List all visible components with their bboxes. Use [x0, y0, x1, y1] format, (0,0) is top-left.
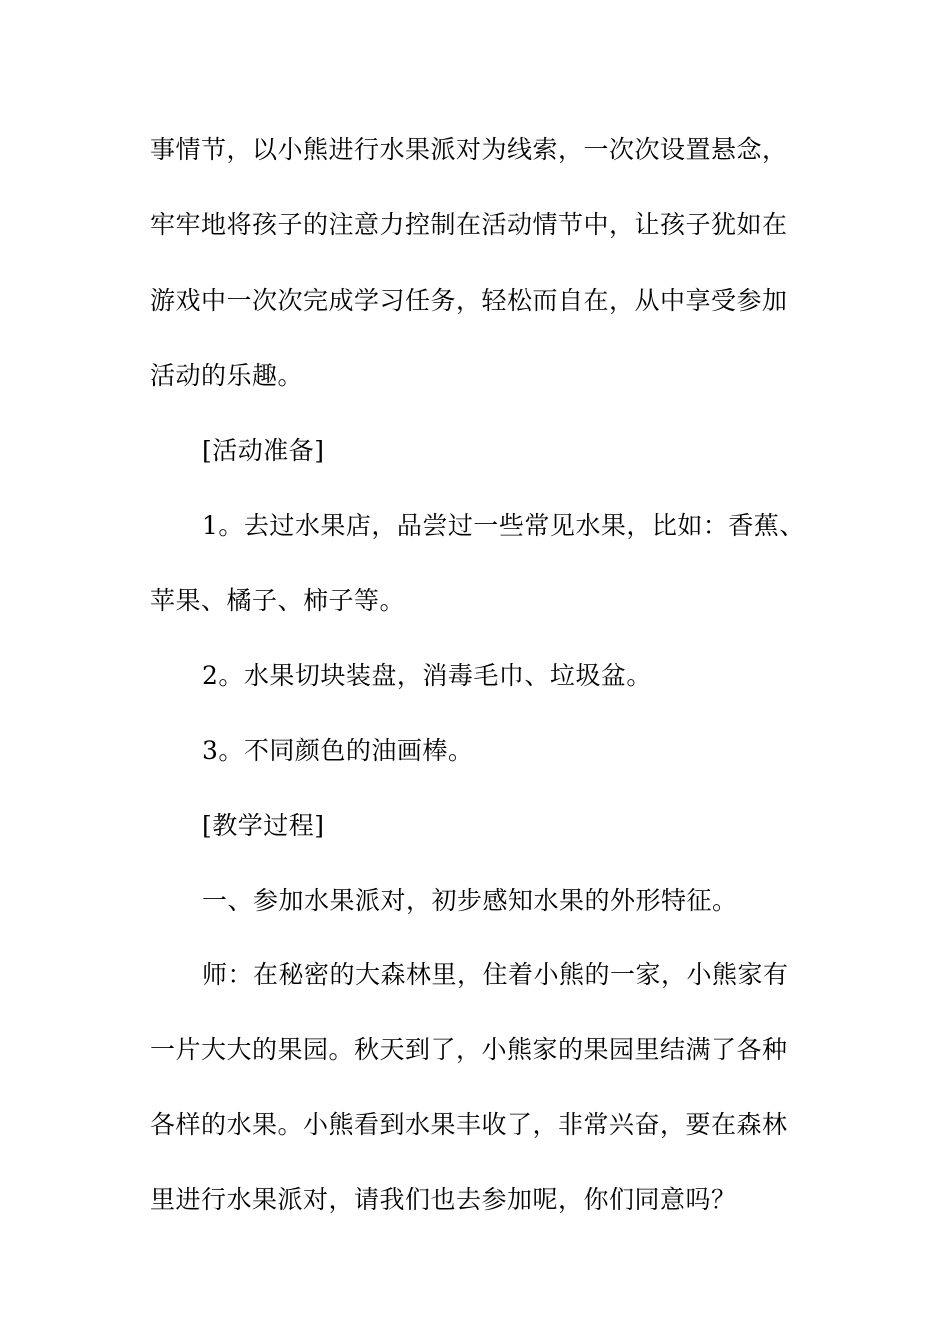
list-item: 1。去过水果店，品尝过一些常见水果，比如：香蕉、: [202, 511, 805, 540]
subheading: 一、参加水果派对，初步感知水果的外形特征。: [202, 886, 738, 915]
list-item: 3。不同颜色的油画棒。: [202, 736, 474, 765]
paragraph-line: 各样的水果。小熊看到水果丰收了，非常兴奋，要在森林: [150, 1110, 788, 1139]
paragraph-line: 事情节，以小熊进行水果派对为线索，一次次设置悬念，: [150, 135, 788, 164]
paragraph-line: 活动的乐趣。: [150, 361, 304, 390]
section-heading-teaching-process: [教学过程]: [202, 811, 325, 840]
paragraph-line: 里进行水果派对，请我们也去参加呢，你们同意吗？: [150, 1185, 737, 1214]
paragraph-line: 师：在秘密的大森林里，住着小熊的一家，小熊家有: [202, 960, 789, 989]
section-heading-preparation: [活动准备]: [202, 436, 325, 465]
paragraph-line: 游戏中一次次完成学习任务，轻松而自在，从中享受参加: [150, 286, 788, 315]
paragraph-line: 一片大大的果园。秋天到了，小熊家的果园里结满了各种: [150, 1035, 788, 1064]
list-item: 2。水果切块装盘，消毒毛巾、垃圾盆。: [202, 661, 652, 690]
list-item-continuation: 苹果、橘子、柿子等。: [150, 586, 406, 615]
paragraph-line: 牢牢地将孩子的注意力控制在活动情节中，让孩子犹如在: [150, 210, 788, 239]
